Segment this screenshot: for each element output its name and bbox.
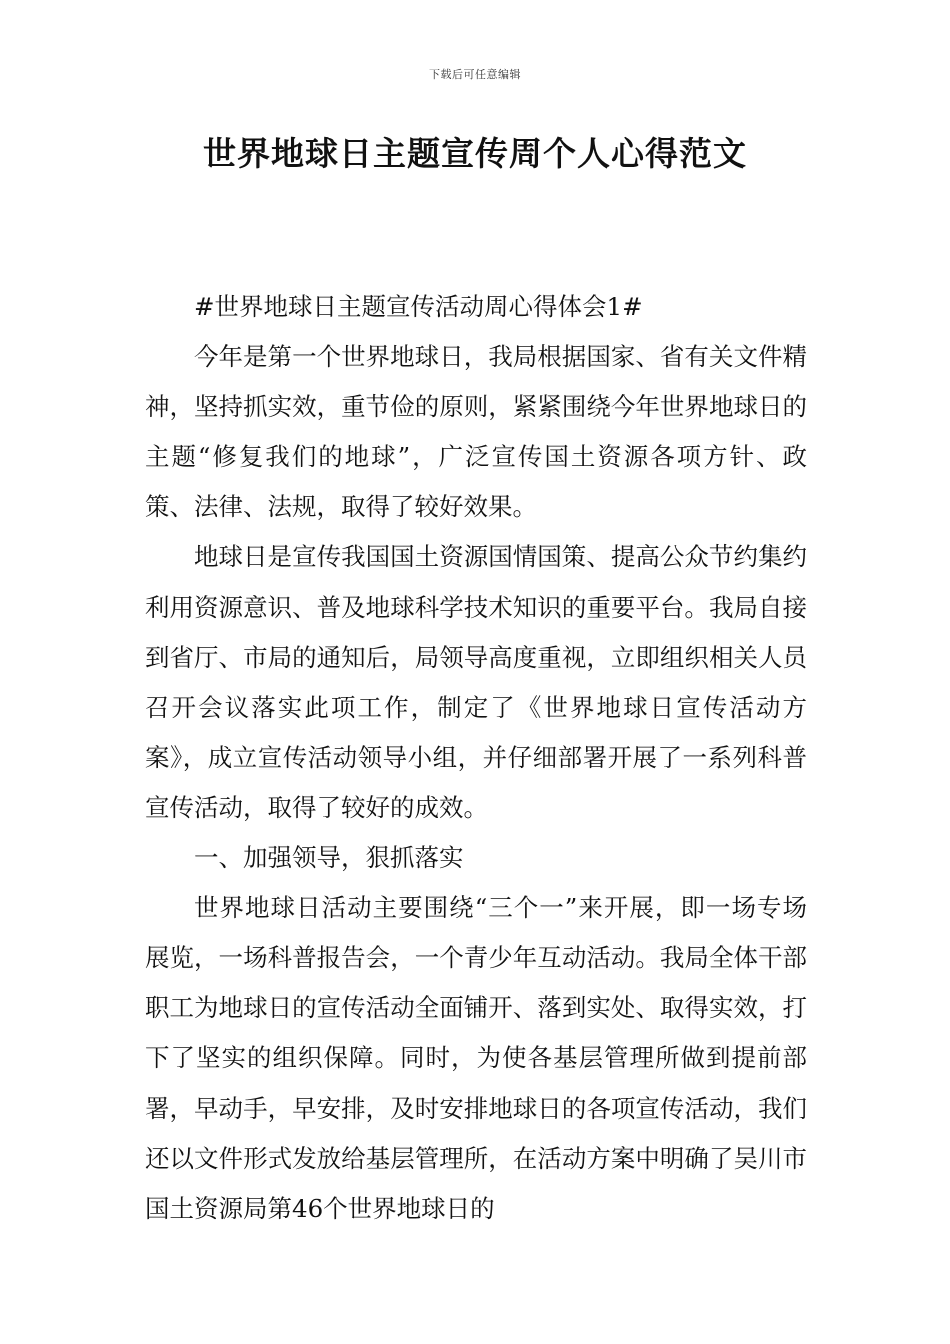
document-body xyxy=(145,282,807,1234)
paragraph: 地球日是宣传我国国土资源国情国策、提高公众节约集约利用资源意识、普及地球科学技术知识的重要平台。我局自接到省厅、市局的通知后，局领导高度重视，立即组织相关人员召开会议落实此项工作，制定了《世界地球日宣传活动方案》，成立宣传活动领导小组，并仔细部署开展了一系列科普宣传活动，取得了较好的成效。 xyxy=(145,542,807,822)
section-heading: #世界地球日主题宣传活动周心得体会1# xyxy=(194,292,643,321)
header-note: 下载后可任意编辑 xyxy=(429,68,521,81)
paragraph: 世界地球日活动主要围绕“三个一”来开展，即一场专场展览，一场科普报告会，一个青少年互动活动。我局全体干部职工为地球日的宣传活动全面铺开、落到实处、取得实效，打下了坚实的组织保障。同时，为使各基层管理所做到提前部署，早动手，早安排，及时安排地球日的各项宣传活动，我们还以文件形式发放给基层管理所，在活动方案中明确了吴川市国土资源局第46个世界地球日的 xyxy=(145,893,807,1223)
document-title: 世界地球日主题宣传周个人心得范文 xyxy=(203,134,747,173)
paragraph: 今年是第一个世界地球日，我局根据国家、省有关文件精神，坚持抓实效，重节俭的原则，紧紧围绕今年世界地球日的主题“修复我们的地球”，广泛宣传国土资源各项方针、政策、法律、法规，取得了较好效果。 xyxy=(145,342,807,522)
section-heading: 一、加强领导，狠抓落实 xyxy=(194,843,464,873)
